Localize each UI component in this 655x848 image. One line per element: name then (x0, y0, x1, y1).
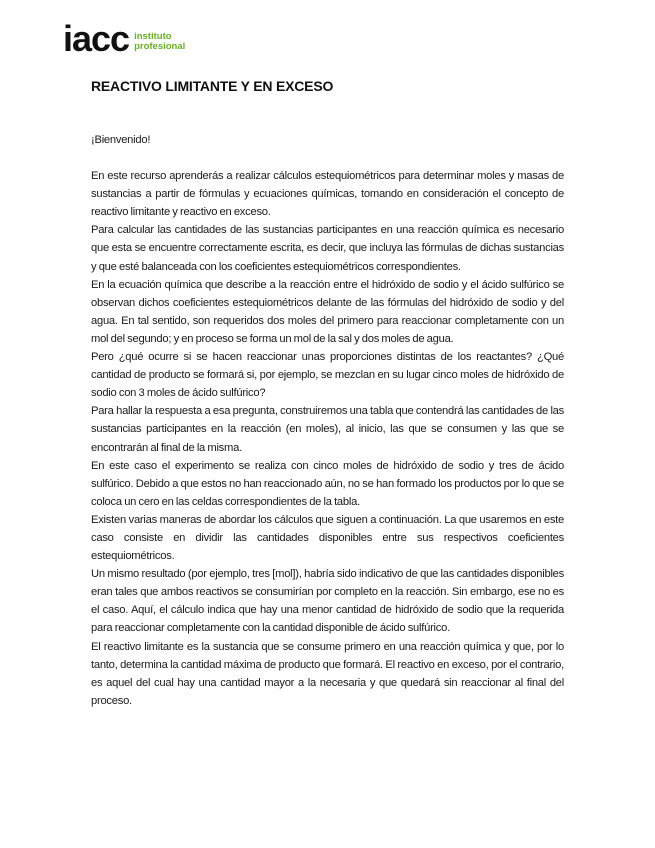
document-title: REACTIVO LIMITANTE Y EN EXCESO (91, 78, 334, 94)
iacc-logo (63, 18, 186, 59)
logo-subtitle (134, 32, 185, 52)
logo-line-instituto: instituto (134, 31, 172, 42)
document-body (91, 131, 564, 710)
paragraph-method: Existen varias maneras de abordar los cálculos que siguen a continuación. La que usaremos en este caso consiste en dividir las cantidades disponibles entre sus respectivos coeficientes estequiométricos. (91, 513, 564, 563)
logo-mark-text: iacc (63, 18, 130, 59)
paragraph-balanced-equation: Para calcular las cantidades de las sustancias participantes en una reacción química es necesario que esta se encuentre correctamente escrita, es decir, que incluya las fórmulas de dichas sustancias y que esté balanceada con los coeficientes estequiométricos correspondientes. (91, 224, 564, 273)
paragraph-definition: El reactivo limitante es la sustancia que se consume primero en una reacción química y que, por lo tanto, determina la cantidad máxima de producto que formará. El reactivo en exceso, por el contrario, es aquel del cual hay una cantidad mayor a la necesaria y que quedará sin reaccionar al final del proceso. (91, 640, 564, 707)
paragraph-intro: En este recurso aprenderás a realizar cálculos estequiométricos para determinar moles y masas de sustancias a partir de fórmulas y ecuaciones químicas, tomando en consideración el concepto de reactivo limitante y reactivo en exceso. (91, 170, 564, 219)
greeting: ¡Bienvenido! (91, 134, 151, 146)
logo-wordmark (63, 18, 130, 59)
paragraph-question: Pero ¿qué ocurre si se hacen reaccionar unas proporciones distintas de los reactantes? ¿Qué cantidad de producto se formará si, por ejemplo, se mezclan en su lugar cinco moles de hidróxido de sodio con 3 moles de ácido sulfúrico? (91, 351, 564, 400)
paragraph-table: Para hallar la respuesta a esa pregunta, construiremos una tabla que contendrá las cantidades de las sustancias participantes en la reacción (en moles), al inicio, las que se consumen y las que se encontrarán al final de la misma. (91, 405, 564, 454)
paragraph-coefficients: En la ecuación química que describe a la reacción entre el hidróxido de sodio y el ácido sulfúrico se observan dichos coeficientes estequiométricos delante de las fórmulas del hidróxido de sodio y del agua. En tal sentido, son requeridos dos moles del primero para reaccionar completamente con un mol del segundo; y en proceso se forma un mol de la sal y dos moles de agua. (91, 278, 564, 345)
logo-line-profesional: profesional (134, 41, 186, 52)
paragraph-experiment: En este caso el experimento se realiza con cinco moles de hidróxido de sodio y tres de ácido sulfúrico. Debido a que estos no han reaccionado aún, no se han formado los productos por lo que se coloca un cero en las celdas correspondientes de la tabla. (91, 459, 564, 508)
paragraph-result: Un mismo resultado (por ejemplo, tres [mol]), habría sido indicativo de que las cantidades disponibles eran tales que ambos reactivos se consumirían por completo en la reacción. Sin embargo, ese no es el caso. Aquí, el cálculo indica que hay una menor cantidad de hidróxido de sodio que la requerida para reaccionar completamente con la cantidad disponible de ácido sulfúrico. (91, 568, 564, 635)
